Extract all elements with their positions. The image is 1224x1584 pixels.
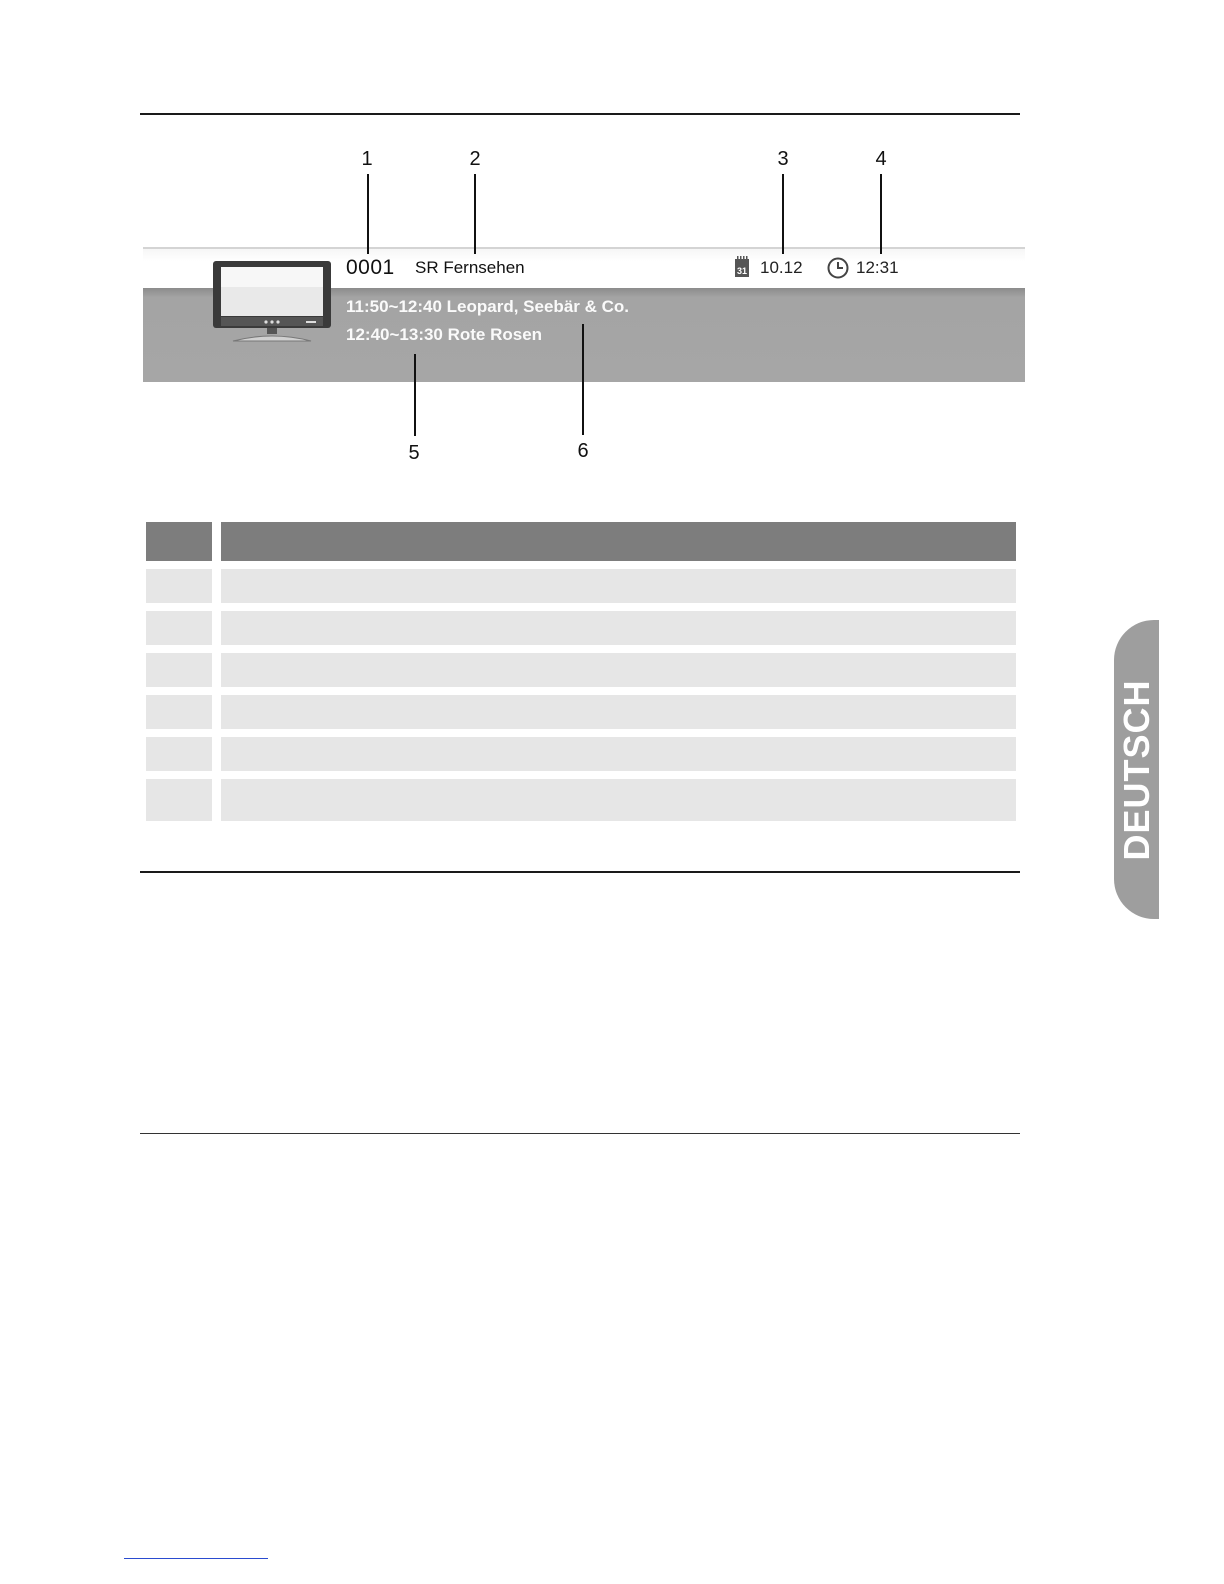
leader-line-3 xyxy=(782,174,784,254)
epg-next-program: 12:40~13:30 Rote Rosen xyxy=(346,325,543,344)
callout-4: 4 xyxy=(875,148,887,170)
leader-line-6 xyxy=(582,324,584,435)
callout-6: 6 xyxy=(577,440,589,462)
table-cell-number xyxy=(146,779,212,821)
date-value: 10.12 xyxy=(760,258,803,277)
callout-3: 3 xyxy=(777,148,789,170)
table-header-row xyxy=(146,522,1016,561)
table-cell-description xyxy=(221,653,1016,687)
callout-2: 2 xyxy=(469,148,481,170)
table-row xyxy=(146,695,1016,729)
table-cell-number xyxy=(146,737,212,771)
table-row xyxy=(146,653,1016,687)
top-rule xyxy=(140,113,1020,115)
callout-5: 5 xyxy=(408,442,420,464)
tv-icon xyxy=(211,259,333,343)
channel-info-bar xyxy=(143,247,1025,382)
table-cell-number xyxy=(146,569,212,603)
table-cell-description xyxy=(221,737,1016,771)
leader-line-4 xyxy=(880,174,882,254)
table-cell-number xyxy=(146,611,212,645)
calendar-icon xyxy=(734,256,750,278)
channel-number: 0001 xyxy=(346,256,395,279)
leader-line-5 xyxy=(414,354,416,436)
calendar-icon-day: 31 xyxy=(736,266,748,276)
bottom-rule xyxy=(140,1133,1020,1134)
epg-current-program: 11:50~12:40 Leopard, Seebär & Co. xyxy=(346,297,629,316)
clock-icon xyxy=(827,257,849,279)
leader-line-2 xyxy=(474,174,476,254)
language-tab-label: DEUTSCH xyxy=(1115,678,1157,861)
table-cell-description xyxy=(221,779,1016,821)
language-tab xyxy=(1114,620,1159,919)
table-row xyxy=(146,569,1016,603)
time-value: 12:31 xyxy=(856,258,899,277)
table-cell-number xyxy=(146,653,212,687)
callout-1: 1 xyxy=(361,148,373,170)
table-cell-description xyxy=(221,569,1016,603)
table-cell-description xyxy=(221,611,1016,645)
table-header-description xyxy=(221,522,1016,561)
footnote-separator xyxy=(124,1558,268,1559)
middle-rule xyxy=(140,871,1020,873)
table-header-number xyxy=(146,522,212,561)
table-cell-description xyxy=(221,695,1016,729)
table-row xyxy=(146,779,1016,821)
table-cell-number xyxy=(146,695,212,729)
table-row xyxy=(146,737,1016,771)
table-row xyxy=(146,611,1016,645)
leader-line-1 xyxy=(367,174,369,254)
channel-name: SR Fernsehen xyxy=(415,258,525,277)
